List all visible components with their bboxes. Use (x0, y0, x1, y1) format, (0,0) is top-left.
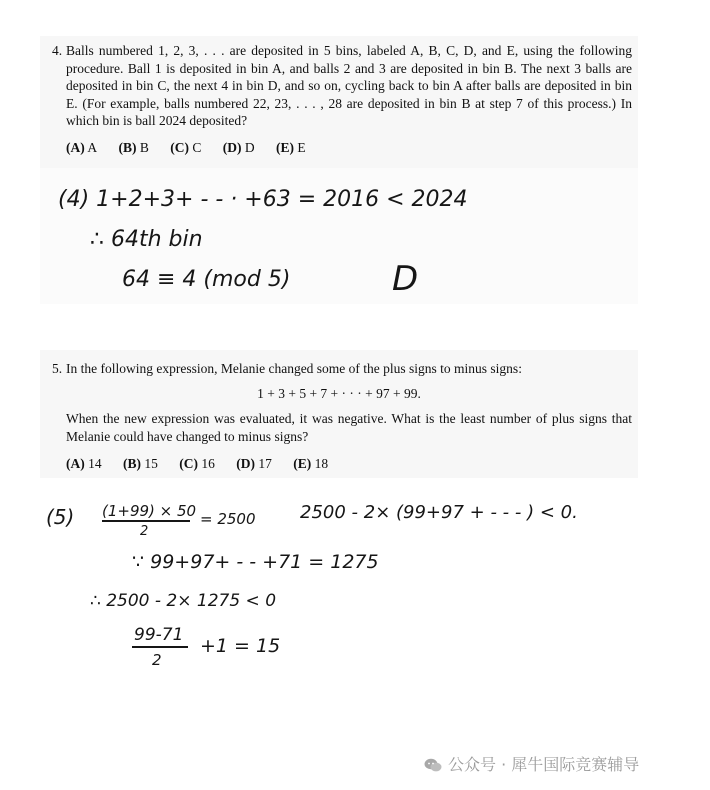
solution-5-frac2-num: 99-71 (134, 625, 184, 645)
solution-4-line2: ∴ 64th bin (90, 227, 203, 252)
choice-c: (C) 16 (179, 456, 215, 471)
solution-4-line3: 64 ≡ 4 (mod 5) (122, 267, 291, 292)
choice-e: (E) 18 (293, 456, 329, 471)
problem-4-text: Balls numbered 1, 2, 3, . . . are deposited in 5 bins, labeled A, B, C, D, and E, using the following procedure. Ball 1 is deposited in bin A, and balls 2 and 3 are deposited in bin B. The next 3 balls are deposited in bin C, the next 4 in bin D, and so on, cycling back to bin A after balls are deposited in bin E. (For example, balls numbered 22, 23, . . . , 28 are deposited in bin B at step 7 of this process.) In which bin is ball 2024 deposited? (66, 43, 632, 128)
solution-5-label: (5) (46, 505, 75, 529)
solution-5-frac1-num: (1+99) × 50 (102, 502, 197, 520)
problem-5-text2: When the new expression was evaluated, it was negative. What is the least number of plus signs that Melanie could have changed to minus signs? (66, 411, 632, 444)
choice-a: (A) A (66, 140, 98, 155)
choice-d: (D) 17 (236, 456, 272, 471)
solution-5-ineq: 2500 - 2× (99+97 + - - - ) < 0. (300, 502, 578, 523)
choice-a: (A) 14 (66, 456, 102, 471)
solution-5-line2: ∵ 99+97+ - - +71 = 1275 (132, 551, 379, 573)
solution-5-frac2-den: 2 (152, 651, 162, 669)
solution-5-frac1-den: 2 (140, 524, 149, 539)
choice-c: (C) C (170, 140, 202, 155)
problem-4-choices (66, 139, 324, 157)
handwritten-solution-4 (40, 168, 638, 304)
solution-4-line1: (4) 1+2+3+ - - · +63 = 2016 < 2024 (58, 187, 468, 212)
wechat-icon (424, 758, 442, 772)
problem-5-choices (66, 455, 346, 473)
problem-5 (40, 350, 638, 478)
problem-5-number: 5. (52, 361, 63, 376)
handwritten-solution-5 (40, 488, 638, 674)
choice-b: (B) B (118, 140, 149, 155)
solution-5-frac2-tail: +1 = 15 (200, 635, 281, 657)
solution-5-line3: ∴ 2500 - 2× 1275 < 0 (90, 591, 277, 611)
watermark (424, 752, 639, 775)
problem-4 (40, 36, 638, 168)
watermark-text: 公众号 · 犀牛国际竞赛辅导 (448, 755, 640, 774)
problem-5-expression: 1 + 3 + 5 + 7 + · · · + 97 + 99. (257, 386, 421, 401)
choice-d: (D) D (222, 140, 255, 155)
problem-4-number: 4. (52, 43, 63, 58)
choice-e: (E) E (276, 140, 306, 155)
problem-5-text: In the following expression, Melanie changed some of the plus signs to minus signs: (66, 361, 522, 376)
solution-4-answer: D (392, 259, 419, 299)
solution-5-eq1: = 2500 (200, 510, 256, 528)
choice-b: (B) 15 (123, 456, 158, 471)
